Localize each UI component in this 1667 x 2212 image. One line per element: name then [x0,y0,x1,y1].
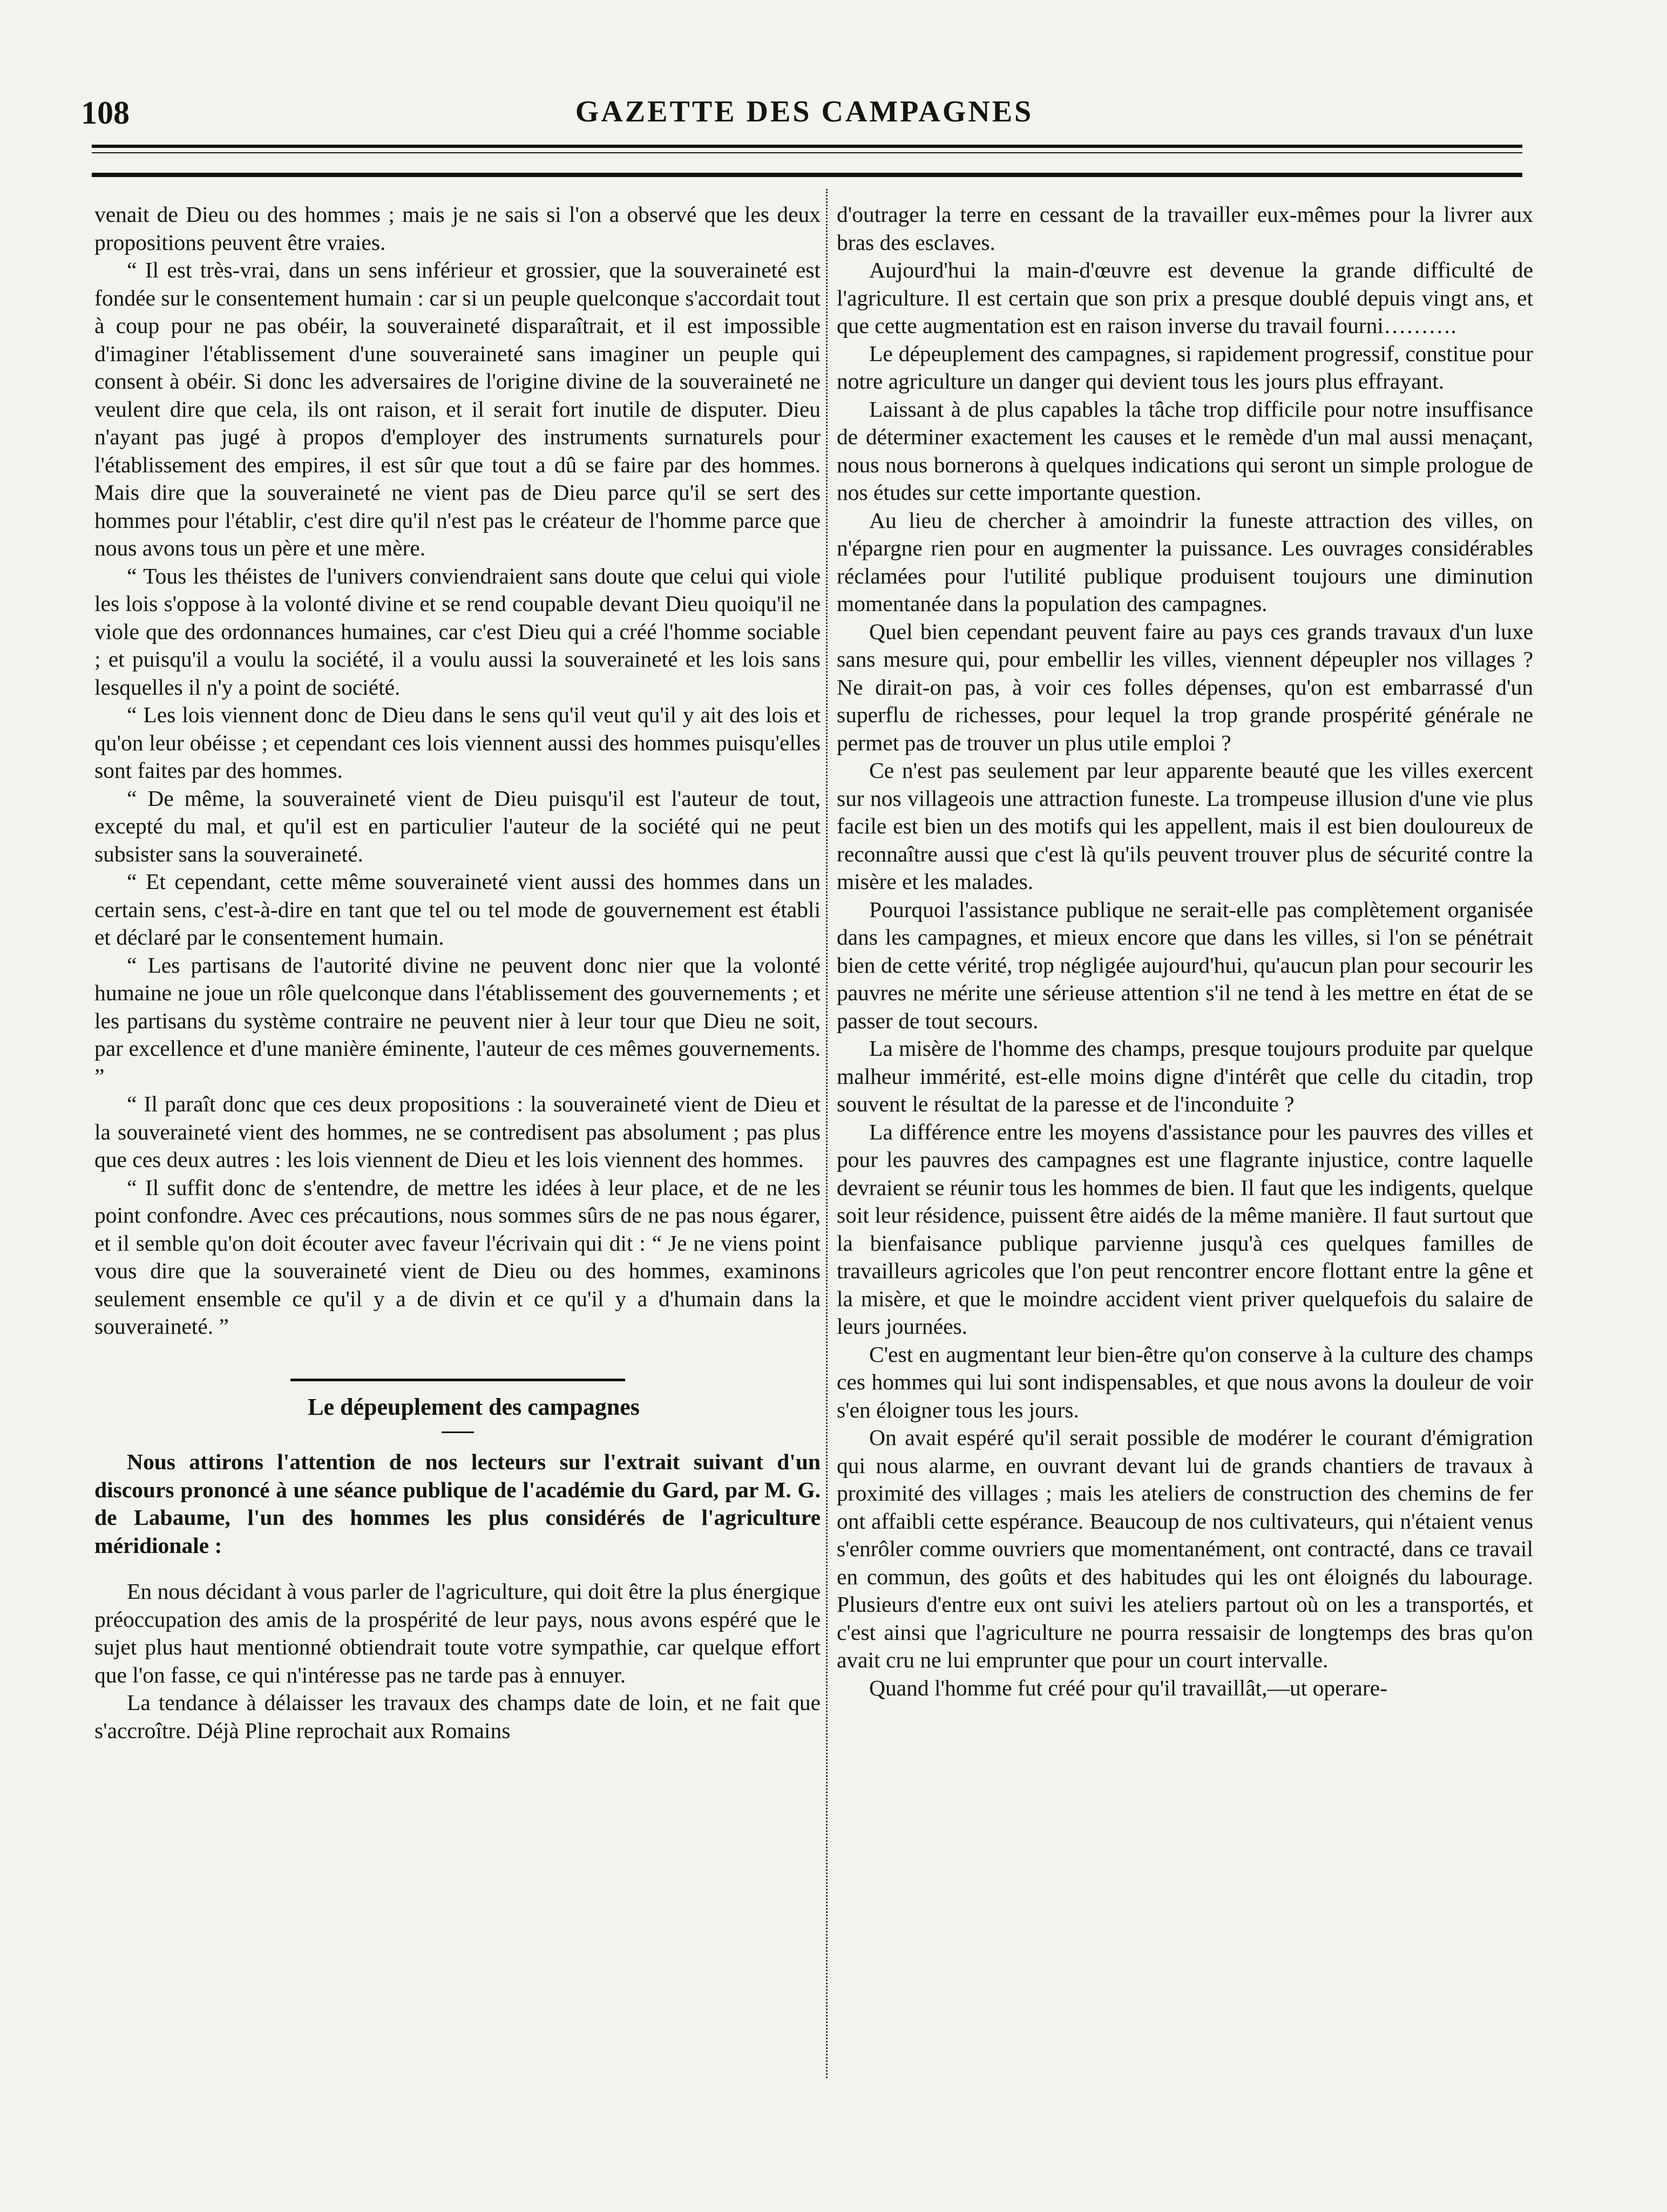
page-number: 108 [81,95,130,131]
paragraph: “ Il suffit donc de s'entendre, de mettre les idées à leur place, et de ne les point confondre. Avec ces précautions, nous sommes sûrs de ne pas nous égarer, et il semble qu'on doit écouter avec faveur l'écrivain qui dit : “ Je ne viens point vous dire que la souveraineté vient de Dieu ou des hommes, examinons seulement ensemble ce qu'il y a de divin et ce qu'il y a d'humain dans la souveraineté. ” [94,1175,821,1339]
left-column [94,201,821,1745]
paragraph: “ Il paraît donc que ces deux propositions : la souveraineté vient de Dieu et la souveraineté vient des hommes, ne se contredisent pas absolument ; pas plus que ces deux autres : les lois viennent de Dieu et les lois viennent des hommes. [94,1091,821,1172]
paragraph: La différence entre les moyens d'assistance pour les pauvres des villes et pour les pauvres des campagnes est une flagrante injustice, contre laquelle devraient se réunir tous les hommes de bien. Il faut que les indigents, quelque soit leur résidence, puissent être aidés de la même manière. Il faut surtout que la bienfaisance publique parvienne jusqu'à ces quelques familles de travailleurs agricoles que l'on peut rencontrer encore flottant entre la gêne et la misère, et que le moindre accident vient priver quelquefois du salaire de leurs journées. [837,1119,1533,1339]
paragraph: Quel bien cependant peuvent faire au pays ces grands travaux d'un luxe sans mesure qui, pour embellir les villes, viennent dépeupler nos villages ? Ne dirait-on pas, à voir ces folles dépenses, qu'on est embarrassé d'un superflu de richesses, pour lequel la trop grande prospérité générale ne permet pas de trouver un plus utile emploi ? [837,619,1533,755]
right-column [837,201,1533,1702]
paragraph: “ Les partisans de l'autorité divine ne peuvent donc nier que la volonté humaine ne joue un rôle quelconque dans l'établissement des gouvernements ; et les partisans du système contraire ne peuvent nier à leur tour que Dieu ne soit, par excellence et d'une manière éminente, l'auteur de ces mêmes gouvernements. ” [94,952,821,1089]
paragraph: C'est en augmentant leur bien-être qu'on conserve à la culture des champs ces hommes qui lui sont indispensables, et que nous avons la douleur de voir s'en éloigner tous les jours. [837,1341,1533,1422]
header-rule-thick [92,173,1522,177]
paragraph: “ Tous les théistes de l'univers conviendraient sans doute que celui qui viole les lois s'oppose à la volonté divine et se rend coupable devant Dieu quoiqu'il ne viole que des ordonnances humaines, car c'est Dieu qui a créé l'homme sociable ; et puisqu'il a voulu la société, il a voulu aussi la souveraineté et les lois sans lesquelles il n'y a point de société. [94,563,821,700]
section-rule [290,1379,625,1381]
paragraph: “ Et cependant, cette même souveraineté vient aussi des hommes dans un certain sens, c'est-à-dire en tant que tel ou tel mode de gouvernement est établi et déclaré par le consentement humain. [94,869,821,949]
paragraph: “ Les lois viennent donc de Dieu dans le sens qu'il veut qu'il y ait des lois et qu'on leur obéisse ; et cependant ces lois viennent aussi des hommes puisqu'elles sont faites par des hommes. [94,702,821,783]
paragraph: La tendance à délaisser les travaux des champs date de loin, et ne fait que s'accroître. Déjà Pline reprochait aux Romains [94,1690,821,1743]
paragraph: Pourquoi l'assistance publique ne serait-elle pas complètement organisée dans les campagnes, et mieux encore que dans les villes, si l'on se pénétrait bien de cette vérité, trop négligée aujourd'hui, qu'aucun plan pour secourir les pauvres ne mérite une sérieuse attention s'il ne tend à les mettre en état de se passer de tout secours. [837,897,1533,1033]
paragraph: Laissant à de plus capables la tâche trop difficile pour notre insuffisance de déterminer exactement les causes et le remède d'un mal aussi menaçant, nous nous bornerons à quelques indications qui seront un simple prologue de nos études sur cette importante question. [837,396,1533,505]
paragraph: “ Il est très-vrai, dans un sens inférieur et grossier, que la souveraineté est fondée sur le consentement humain : car si un peuple quelconque s'accordait tout à coup pour ne pas obéir, la souveraineté disparaîtrait, et il est impossible d'imaginer l'établissement d'une souveraineté sans imaginer un peuple qui consent à obéir. Si donc les adversaires de l'origine divine de la souveraineté ne veulent dire que cela, ils ont raison, et il serait fort inutile de disputer. Dieu n'ayant pas jugé à propos d'employer des instruments surnaturels pour l'établissement des empires, il est sûr que tout a dû se faire par des hommes. Mais dire que la souveraineté ne vient pas de Dieu parce qu'il se sert des hommes pour l'établir, c'est dire qu'il n'est pas le créateur de l'homme parce que nous avons tous un père et une mère. [94,257,821,560]
paragraph: “ De même, la souveraineté vient de Dieu puisqu'il est l'auteur de tout, excepté du mal, et qu'il est en particulier l'auteur de la société qui ne peut subsister sans la souveraineté. [94,785,821,866]
paragraph: Quand l'homme fut créé pour qu'il travaillât,—ut operare- [869,1675,1387,1700]
header-rule-thin [92,152,1522,153]
paragraph: Le dépeuplement des campagnes, si rapidement progressif, constitue pour notre agriculture un danger qui devient tous les jours plus effrayant. [837,341,1533,393]
section-dash [442,1431,474,1433]
journal-title: GAZETTE DES CAMPAGNES [575,95,1034,128]
paragraph: En nous décidant à vous parler de l'agriculture, qui doit être la plus énergique préoccupation des amis de la prospérité de leur pays, nous avons espéré que le sujet plus haut mentionné obtiendrait toute votre sympathie, car quelque effort que l'on fasse, ce qui n'intéresse pas ne tarde pas à ennuyer. [94,1579,821,1687]
header-rule [92,145,1522,148]
article-intro: Nous attirons l'attention de nos lecteurs sur l'extrait suivant d'un discours prononcé à une séance publique de l'académie du Gard, par M. G. de Labaume, l'un des hommes les plus considérés de l'agriculture méridionale : [94,1449,821,1558]
paragraph: Ce n'est pas seulement par leur apparente beauté que les villes exercent sur nos villageois une attraction funeste. La trompeuse illusion d'une vie plus facile est bien un des motifs qui les appellent, mais il est bien douloureux de reconnaître aussi que c'est là qu'ils peuvent trouver plus de sécurité contre la misère et les malades. [837,758,1533,894]
paragraph: On avait espéré qu'il serait possible de modérer le courant d'émigration qui nous alarme, en ouvrant devant lui de grands chantiers de travaux à proximité des villages ; mais les ateliers de construction des chemins de fer ont affaibli cette espérance. Beaucoup de nos cultivateurs, qui n'étaient venus s'enrôler comme ouvriers que momentanément, ont contracté, dans ce travail en commun, des goûts et des habitudes qui les ont éloignés du labourage. Plusieurs d'entre eux ont suivi les ateliers partout où on les a transportés, et c'est ainsi que l'agriculture ne pourra ressaisir de longtemps des bras qu'on avait cru ne lui emprunter que pour un court intervalle. [837,1425,1533,1672]
paragraph: d'outrager la terre en cessant de la travailler eux-mêmes pour la livrer aux bras des esclaves. [837,202,1533,255]
page-header [81,94,1528,138]
article-title: Le dépeuplement des campagnes [308,1393,640,1420]
column-divider [826,189,828,2078]
paragraph: Aujourd'hui la main-d'œuvre est devenue la grande difficulté de l'agriculture. Il est certain que son prix a presque doublé depuis vingt ans, et que cette augmentation est en raison inverse du travail fourni………. [837,257,1533,338]
article-heading-block [94,1379,821,1434]
paragraph: Au lieu de chercher à amoindrir la funeste attraction des villes, on n'épargne rien pour en augmenter la puissance. Les ouvrages considérables réclamées pour l'utilité publique produisent toujours une diminution momentanée dans la population des campagnes. [837,507,1533,616]
paragraph: La misère de l'homme des champs, presque toujours produite par quelque malheur immérité, est-elle moins digne d'intérêt que celle du citadin, trop souvent le résultat de la paresse et de l'inconduite ? [837,1036,1533,1116]
paragraph: venait de Dieu ou des hommes ; mais je ne sais si l'on a observé que les deux propositions peuvent être vraies. [94,202,821,255]
